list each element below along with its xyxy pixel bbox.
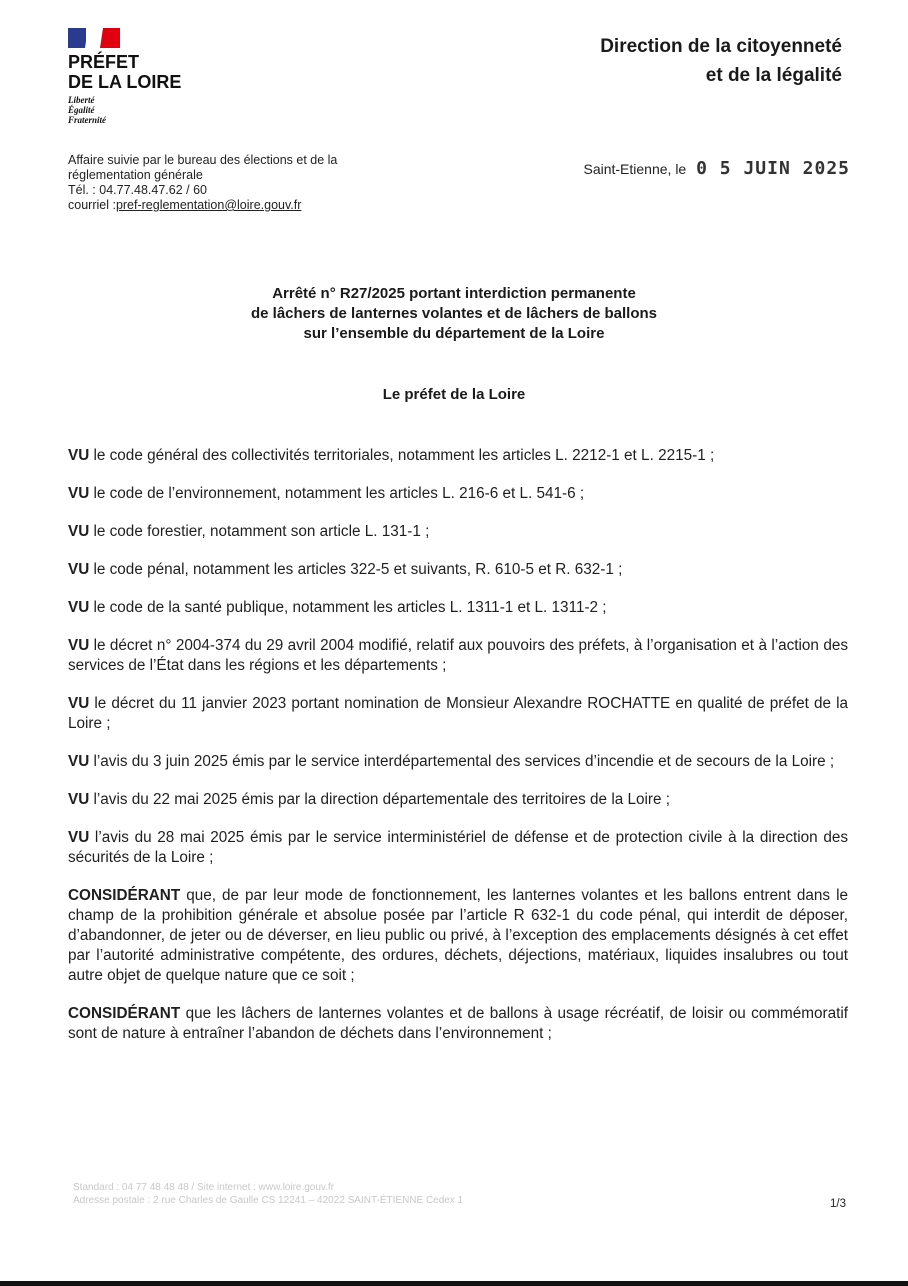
paragraph-text: l’avis du 28 mai 2025 émis par le service interministériel de défense et de protection civile à la direction des sécurités de la Loire ;	[68, 829, 848, 866]
vu-paragraph	[68, 636, 848, 676]
vu-paragraph	[68, 446, 848, 466]
email-line	[68, 198, 337, 213]
paragraph-keyword: VU	[68, 791, 90, 808]
vu-paragraph	[68, 752, 848, 772]
vu-paragraph	[68, 790, 848, 810]
footer-standard: Standard : 04 77 48 48 48 / Site internet : www.loire.gouv.fr	[73, 1182, 335, 1193]
paragraph-text: l’avis du 22 mai 2025 émis par la direction départementale des territoires de la Loire ;	[89, 791, 670, 808]
paragraph-text: le code forestier, notamment son article L. 131-1 ;	[89, 523, 430, 540]
prefecture-logo	[68, 28, 181, 125]
date-stamp: 0 5 JUIN 2025	[696, 158, 850, 179]
prefecture-name: PRÉFET DE LA LOIRE	[68, 52, 182, 92]
email-label: courriel :	[68, 198, 116, 212]
affaire-line: Affaire suivie par le bureau des élections et de la	[68, 153, 338, 167]
vu-paragraph	[68, 598, 848, 618]
paragraph-keyword: VU	[68, 523, 90, 540]
paragraph-keyword: CONSIDÉRANT	[68, 887, 181, 904]
paragraph-keyword: VU	[68, 485, 90, 502]
affaire-contact-block	[68, 153, 337, 213]
paragraph-text: que, de par leur mode de fonctionnement, les lanternes volantes et les ballons entrent dans le champ de la prohibition générale et absolue posée par l’article R 632-1 du code pénal, qui interdit de déposer, d’abandonner, de jeter ou de déverser, en lieu public ou privé, à l’exception des emplacements désignés à cet effet par l’autorité administrative compétente, des ordures, déchets, déjections, matériaux, liquides insalubres ou tout autre objet de quelque nature que ce soit ;	[68, 887, 848, 984]
paragraph-keyword: VU	[68, 753, 90, 770]
vu-paragraph	[68, 484, 848, 504]
bottom-edge-rule	[0, 1281, 908, 1286]
page-number: 1/3	[830, 1198, 846, 1210]
paragraph-keyword: VU	[68, 695, 90, 712]
dateline-prefix: Saint-Etienne, le	[583, 161, 687, 177]
paragraph-text: le décret du 11 janvier 2023 portant nomination de Monsieur Alexandre ROCHATTE en qualité de préfet de la Loire ;	[68, 695, 848, 732]
direction-title: Direction de la citoyenneté et de la légalité	[600, 36, 842, 86]
vu-paragraph	[68, 694, 848, 734]
paragraph-text: le code général des collectivités territoriales, notamment les articles L. 2212-1 et L. 2215-1 ;	[89, 447, 715, 464]
paragraph-text: le décret n° 2004-374 du 29 avril 2004 modifié, relatif aux pouvoirs des préfets, à l’organisation et à l’action des services de l’État dans les régions et les départements ;	[68, 637, 848, 674]
prefet-heading: Le préfet de la Loire	[382, 386, 526, 403]
considerant-paragraph	[68, 1004, 848, 1044]
marianne-flag-icon	[68, 28, 120, 48]
paragraph-keyword: VU	[68, 599, 90, 616]
paragraph-text: le code pénal, notamment les articles 322-5 et suivants, R. 610-5 et R. 632-1 ;	[89, 561, 623, 578]
paragraph-keyword: VU	[68, 561, 90, 578]
paragraph-text: que les lâchers de lanternes volantes et de ballons à usage récréatif, de loisir ou commémoratif sont de nature à entraîner l’abandon de déchets dans l’environnement ;	[68, 1005, 848, 1042]
dateline	[583, 158, 850, 179]
considerant-paragraph	[68, 886, 848, 986]
paragraph-text: le code de l’environnement, notamment les articles L. 216-6 et L. 541-6 ;	[89, 485, 585, 502]
affaire-line: réglementation générale	[68, 168, 203, 182]
paragraph-text: le code de la santé publique, notamment les articles L. 1311-1 et L. 1311-2 ;	[89, 599, 607, 616]
document-body	[68, 446, 848, 1062]
phone-number: Tél. : 04.77.48.47.62 / 60	[68, 183, 207, 197]
paragraph-keyword: VU	[68, 637, 90, 654]
paragraph-keyword: VU	[68, 829, 90, 846]
paragraph-text: l’avis du 3 juin 2025 émis par le service interdépartemental des services d’incendie et de secours de la Loire ;	[89, 753, 835, 770]
paragraph-keyword: CONSIDÉRANT	[68, 1005, 181, 1022]
email-link[interactable]: pref-reglementation@loire.gouv.fr	[115, 198, 302, 212]
arrete-title: Arrêté n° R27/2025 portant interdiction permanente de lâchers de lanternes volantes et de lâchers de ballons sur l’ensemble du département de la Loire	[251, 285, 657, 342]
paragraph-keyword: VU	[68, 447, 90, 464]
footer-contact	[73, 1181, 463, 1207]
vu-paragraph	[68, 560, 848, 580]
vu-paragraph	[68, 522, 848, 542]
footer-address: Adresse postale : 2 rue Charles de Gaulle CS 12241 – 42022 SAINT-ÉTIENNE Cedex 1	[73, 1195, 464, 1206]
vu-paragraph	[68, 828, 848, 868]
republic-motto: Liberté Égalité Fraternité	[68, 95, 107, 125]
